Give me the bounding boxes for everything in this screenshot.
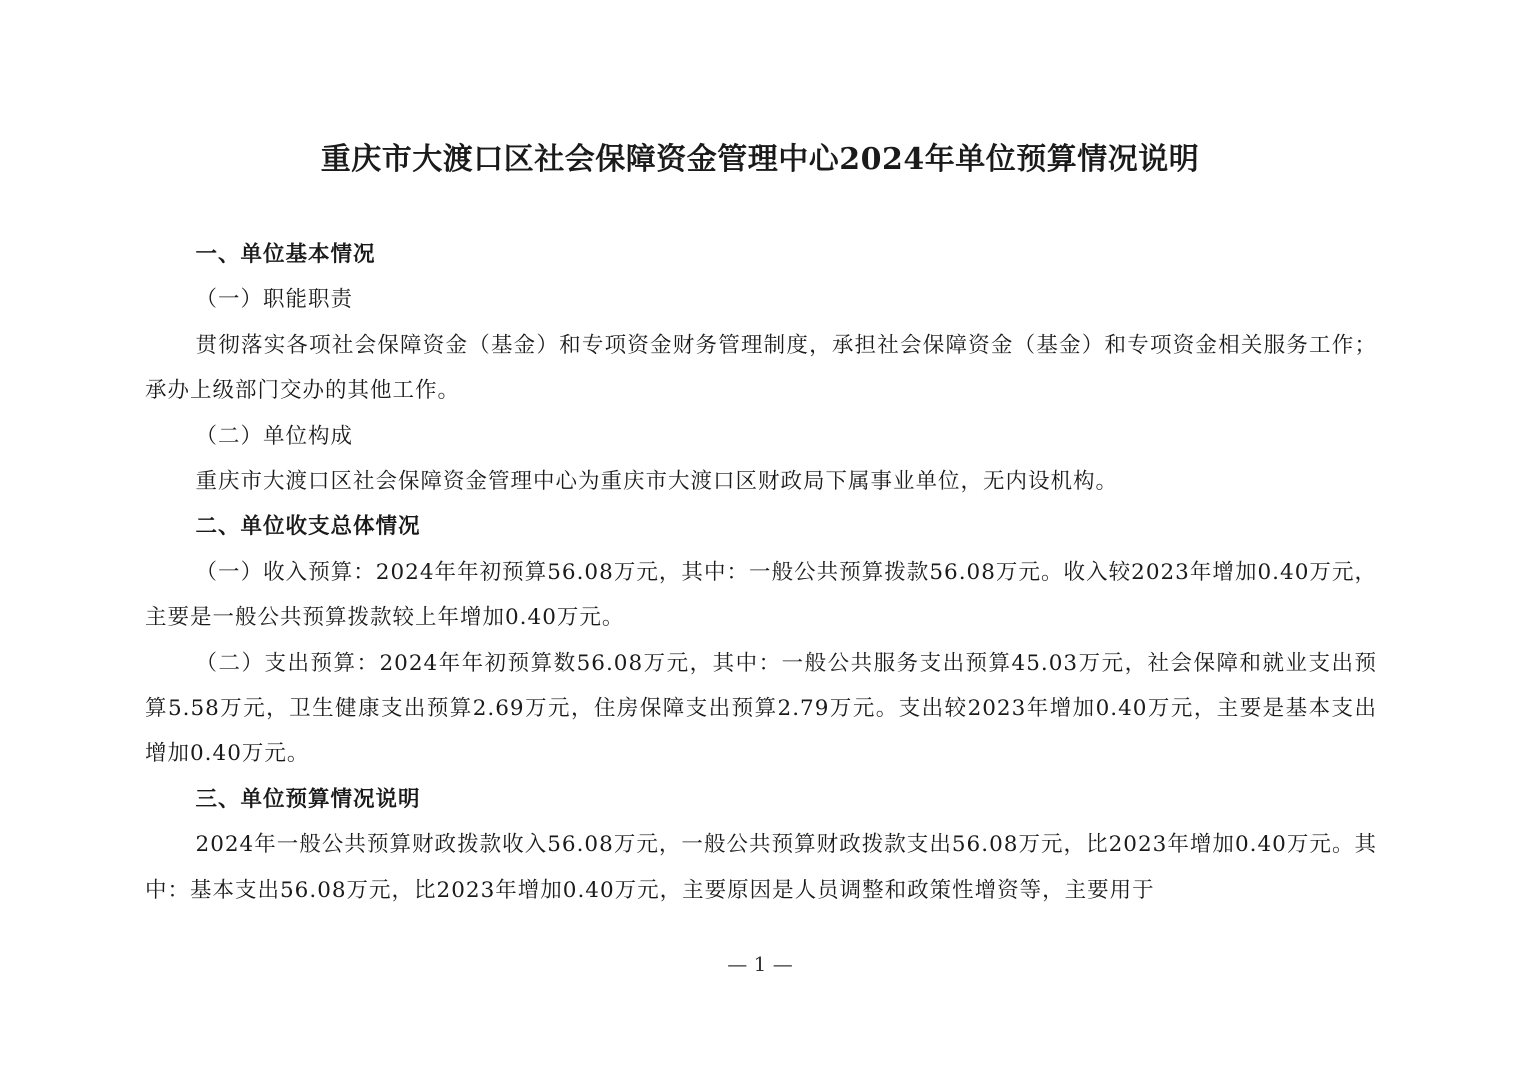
- paragraph-budget-explanation: 2024年一般公共预算财政拨款收入56.08万元，一般公共预算财政拨款支出56.08万元，比2023年增加0.40万元。其中：基本支出56.08万元，比2023年增加0.40万元，主要原因是人员调整和政策性增资等，主要用于: [145, 832, 1377, 903]
- document-body: [145, 232, 1377, 913]
- subsection-duties: （一）职能职责: [195, 287, 354, 313]
- section-heading-overall: 二、单位收支总体情况: [195, 514, 421, 540]
- paragraph-duties: 贯彻落实各项社会保障资金（基金）和专项资金财务管理制度，承担社会保障资金（基金）和专项资金相关服务工作；承办上级部门交办的其他工作。: [145, 332, 1377, 404]
- section-heading-budget-explanation: 三、单位预算情况说明: [195, 786, 421, 812]
- paragraph-income-budget: （一）收入预算：2024年年初预算56.08万元，其中：一般公共预算拨款56.08万元。收入较2023年增加0.40万元，主要是一般公共预算拨款较上年增加0.40万元。: [145, 559, 1377, 631]
- paragraph-composition: 重庆市大渡口区社会保障资金管理中心为重庆市大渡口区财政局下属事业单位，无内设机构。: [195, 469, 1119, 495]
- document-title: 重庆市大渡口区社会保障资金管理中心2024年单位预算情况说明: [320, 142, 1200, 177]
- paragraph-expenditure-budget: （二）支出预算：2024年年初预算数56.08万元，其中：一般公共服务支出预算45.03万元，社会保障和就业支出预算5.58万元，卫生健康支出预算2.69万元，住房保障支出预算2.79万元。支出较2023年增加0.40万元，主要是基本支出增加0.40万元。: [145, 650, 1377, 767]
- subsection-composition: （二）单位构成: [195, 423, 354, 449]
- page-number: — 1 —: [727, 952, 793, 976]
- section-heading-basic-info: 一、单位基本情况: [195, 242, 376, 267]
